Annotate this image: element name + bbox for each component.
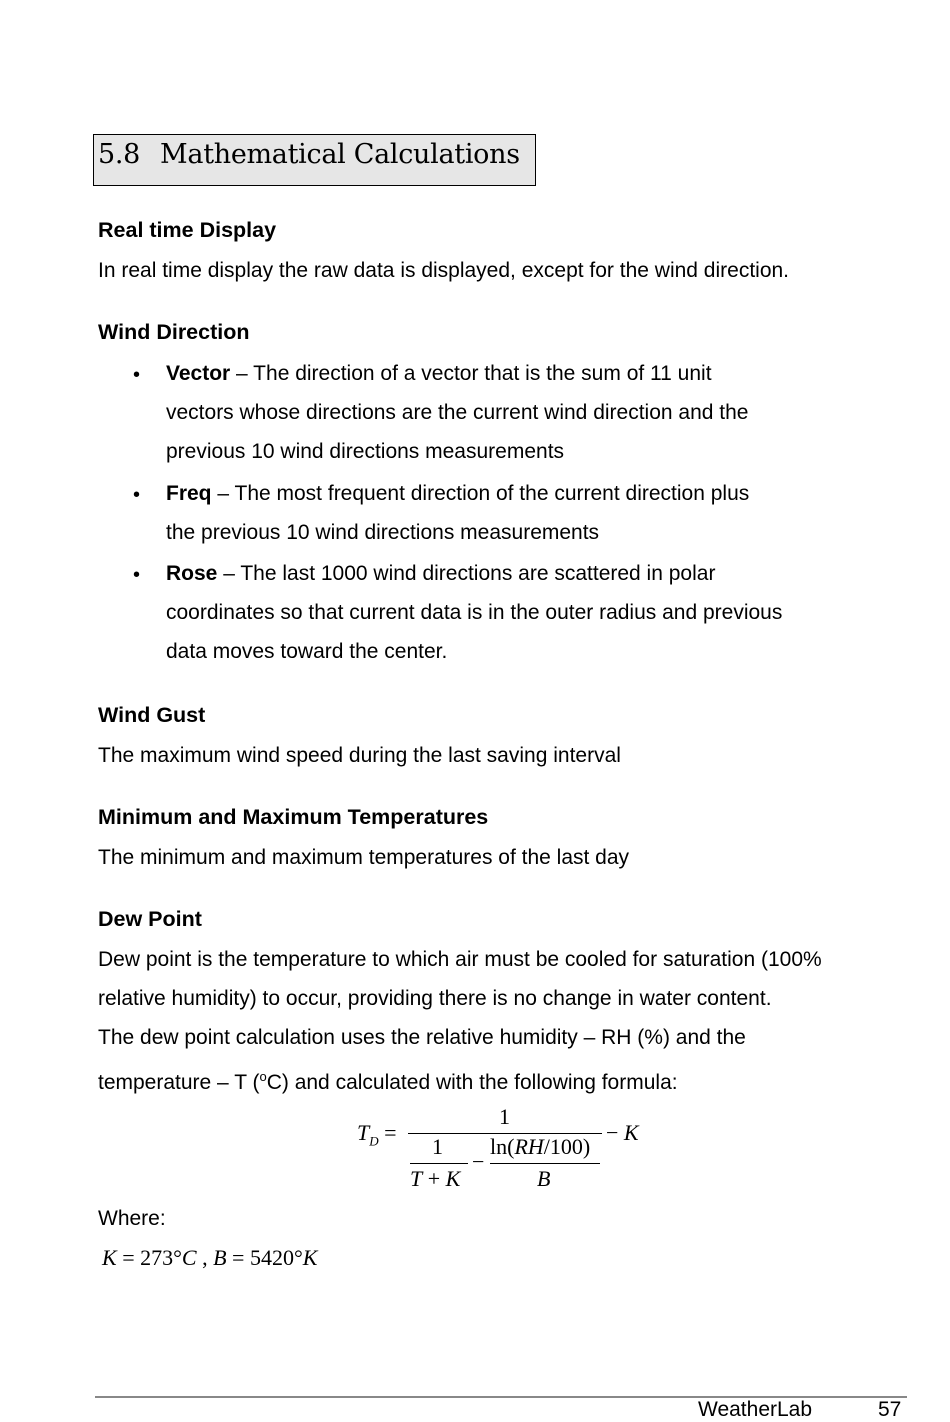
vector-line-1 bbox=[166, 362, 712, 386]
rose-line-2: coordinates so that current data is in the outer radius and previous bbox=[166, 601, 783, 624]
den-t: T bbox=[410, 1166, 423, 1191]
section-number: 5.8 bbox=[98, 139, 141, 170]
inner-minus: − bbox=[472, 1149, 485, 1174]
vector-line-3: previous 10 wind directions measurements bbox=[166, 440, 565, 463]
bullet-icon: • bbox=[133, 564, 141, 586]
const-b: B bbox=[213, 1245, 227, 1270]
dew-point-line-1: Dew point is the temperature to which air must be cooled for saturation (100% bbox=[98, 948, 822, 971]
footer-title: WeatherLab bbox=[698, 1398, 813, 1421]
bullet-icon: • bbox=[133, 364, 141, 386]
wind-direction-heading: Wind Direction bbox=[98, 320, 250, 344]
rh: RH bbox=[514, 1134, 544, 1159]
inner-fraction-bar bbox=[410, 1163, 468, 1164]
const-k: K bbox=[102, 1245, 117, 1270]
vector-text-1: – The direction of a vector that is the sum of 11 unit bbox=[236, 362, 712, 385]
dew-point-heading: Dew Point bbox=[98, 907, 202, 931]
const-b-val: = 5420° bbox=[226, 1245, 303, 1270]
freq-text-1: – The most frequent direction of the current direction plus bbox=[217, 482, 750, 505]
rose-line-3: data moves toward the center. bbox=[166, 640, 448, 663]
formula-numerator: 1 bbox=[499, 1104, 510, 1129]
tail-k: K bbox=[623, 1120, 639, 1145]
section-header-box bbox=[93, 134, 536, 186]
const-c: C bbox=[181, 1245, 197, 1270]
realtime-heading: Real time Display bbox=[98, 218, 277, 242]
lhs-t: T bbox=[357, 1120, 370, 1145]
vector-line-2: vectors whose directions are the current wind direction and the bbox=[166, 401, 749, 424]
section-title-text: Mathematical Calculations bbox=[160, 139, 520, 170]
rose-term: Rose bbox=[166, 562, 218, 585]
constants-line bbox=[102, 1245, 317, 1271]
const-sep: , bbox=[196, 1245, 214, 1270]
ln-fraction-bar bbox=[490, 1163, 600, 1164]
dew-point-line-3: The dew point calculation uses the relative humidity – RH (%) and the bbox=[98, 1026, 746, 1049]
inner-denominator bbox=[410, 1166, 460, 1192]
b: B bbox=[537, 1166, 551, 1191]
line4-pre: temperature – T ( bbox=[98, 1071, 260, 1094]
ln-pre: ln( bbox=[490, 1134, 515, 1159]
bullet-icon: • bbox=[133, 484, 141, 506]
where-label: Where: bbox=[98, 1207, 166, 1230]
minmax-text: The minimum and maximum temperatures of the last day bbox=[98, 846, 630, 869]
ln-term bbox=[490, 1134, 590, 1160]
inner-numerator: 1 bbox=[432, 1134, 443, 1159]
rose-text-1: – The last 1000 wind directions are scattered in polar bbox=[223, 562, 716, 585]
dew-point-line-2: relative humidity) to occur, providing there is no change in water content. bbox=[98, 987, 772, 1010]
ln-denominator bbox=[537, 1166, 550, 1192]
den-k: K bbox=[445, 1166, 461, 1191]
dew-point-line-4 bbox=[98, 1057, 678, 1102]
freq-line-1 bbox=[166, 482, 749, 506]
page-number: 57 bbox=[878, 1398, 902, 1421]
realtime-text: In real time display the raw data is displayed, except for the wind direction. bbox=[98, 259, 790, 282]
vector-term: Vector bbox=[166, 362, 231, 385]
freq-term: Freq bbox=[166, 482, 212, 505]
rose-line-1 bbox=[166, 562, 715, 586]
minmax-heading: Minimum and Maximum Temperatures bbox=[98, 805, 489, 829]
freq-line-2: the previous 10 wind directions measurements bbox=[166, 521, 600, 544]
line4-post: C) and calculated with the following formula: bbox=[266, 1071, 678, 1094]
ln-post: /100) bbox=[543, 1134, 591, 1159]
formula-lhs bbox=[357, 1120, 397, 1149]
wind-gust-heading: Wind Gust bbox=[98, 703, 206, 727]
equals: = bbox=[384, 1120, 397, 1145]
formula-tail bbox=[606, 1120, 639, 1146]
degree-sup: o bbox=[259, 1069, 267, 1084]
section-title bbox=[98, 139, 520, 170]
wind-gust-text: The maximum wind speed during the last saving interval bbox=[98, 744, 621, 767]
plus: + bbox=[427, 1166, 441, 1191]
tail-minus: − bbox=[606, 1120, 624, 1145]
lhs-sub: D bbox=[369, 1133, 379, 1149]
const-k2: K bbox=[302, 1245, 318, 1270]
const-k-val: = 273° bbox=[116, 1245, 182, 1270]
